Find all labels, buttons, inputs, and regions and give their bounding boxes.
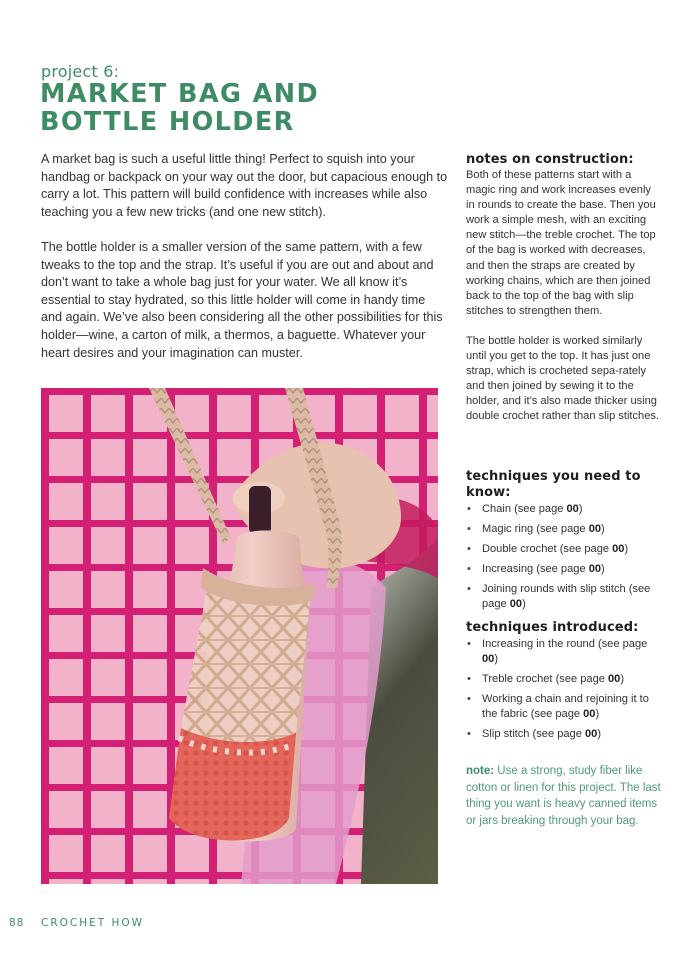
project-kicker: project 6: bbox=[41, 62, 120, 81]
item-text: Increasing (see page bbox=[482, 563, 589, 576]
list-item bbox=[466, 727, 661, 742]
list-item bbox=[466, 542, 661, 557]
intro-paragraph-2 bbox=[41, 239, 449, 362]
note-text: Use a strong, study fiber like cotton or linen for this project. The last thing you want is heavy canned items or jars breaking through your bag. bbox=[466, 765, 661, 827]
list-item bbox=[466, 522, 661, 537]
page-ref: 00 bbox=[588, 523, 602, 536]
page-number: 88 bbox=[9, 917, 25, 929]
item-close: ) bbox=[601, 563, 605, 576]
list-item bbox=[466, 637, 661, 667]
item-text: Working a chain and rejoining it to the fabric (see page bbox=[482, 693, 649, 721]
page-ref: 00 bbox=[608, 673, 621, 686]
techniques-needed-heading: techniques you need to know: bbox=[466, 469, 641, 500]
techniques-introduced-heading: techniques introduced: bbox=[466, 620, 639, 635]
item-text: Joining rounds with slip stitch (see page bbox=[482, 583, 651, 611]
item-text: Magic ring (see page bbox=[482, 523, 589, 536]
list-item bbox=[466, 502, 661, 517]
notes-on-construction bbox=[466, 152, 661, 425]
item-close: ) bbox=[578, 503, 583, 515]
item-text: Treble crochet (see page bbox=[482, 673, 609, 686]
notes-heading: notes on construction: bbox=[466, 152, 634, 167]
title-line: MARKET BAG AND bbox=[40, 79, 320, 109]
item-text: Increasing in the round (see page bbox=[482, 638, 648, 650]
notes-text: Both of these patterns start with a magic ring and work increases evenly in rounds to create the base. Then you work a simple mesh, with an exciting new stitch—the treble crochet. The top of the bag is worked with decreases, and then the straps are created by working chains, which are then joined back to the top of the bag with slip stitches to strengthen them. bbox=[466, 169, 656, 317]
list-item bbox=[466, 562, 661, 577]
page-ref: 00 bbox=[583, 708, 596, 721]
intro-text: A market bag is such a useful little thing! Perfect to squish into your handbag or backpack on your way out the door, but capacious enough to carry a lot. This pattern will build confidence with increases while also teaching you a few new tricks (and one new stitch). bbox=[41, 152, 448, 219]
item-text: Slip stitch (see page bbox=[482, 728, 585, 741]
item-close: ) bbox=[494, 653, 499, 666]
item-close: ) bbox=[595, 708, 600, 721]
bottle-holder-photo bbox=[41, 388, 438, 884]
techniques-introduced bbox=[466, 620, 661, 748]
item-close: ) bbox=[624, 543, 629, 556]
list-item bbox=[466, 692, 661, 722]
note-label: note: bbox=[466, 765, 495, 777]
bottle-cap bbox=[249, 486, 271, 534]
item-text: Chain (see page bbox=[482, 503, 567, 515]
item-close: ) bbox=[597, 728, 602, 741]
title-line: BOTTLE HOLDER bbox=[40, 107, 295, 137]
item-close: ) bbox=[601, 523, 605, 536]
techniques-needed-list bbox=[466, 502, 661, 613]
item-close: ) bbox=[620, 673, 625, 686]
book-title: CROCHET HOW bbox=[41, 917, 145, 929]
intro-paragraph-1 bbox=[41, 151, 449, 221]
list-item bbox=[466, 672, 661, 687]
list-item bbox=[466, 582, 661, 612]
intro-text: The bottle holder is a smaller version of the same pattern, with a few tweaks to the top and the strap. It’s useful if you are out and about and don’t want to take a whole bag just for your water. We all know it’s essential to stay hydrated, so this little holder will come in handy time and again. We’ve also been considering all the other possibilities for this holder—wine, a carton of milk, a thermos, a baguette. Whatever your heart desires and your imagination can muster. bbox=[41, 240, 443, 360]
page-ref: 00 bbox=[566, 503, 579, 515]
page-ref: 00 bbox=[588, 563, 602, 576]
page-ref: 00 bbox=[482, 653, 495, 666]
page-title bbox=[40, 80, 319, 136]
item-text: Double crochet (see page bbox=[482, 543, 613, 556]
page-ref: 00 bbox=[584, 728, 598, 741]
page-ref: 00 bbox=[509, 598, 523, 611]
coral-base bbox=[169, 728, 296, 841]
note-callout bbox=[466, 763, 661, 829]
item-close: ) bbox=[522, 598, 526, 611]
techniques-introduced-list bbox=[466, 637, 661, 743]
techniques-needed bbox=[466, 469, 661, 618]
page-ref: 00 bbox=[612, 543, 625, 556]
notes-text: The bottle holder is worked similarly until you get to the top. It has just one strap, which is crocheted sepa-rately and then joined by sewing it to the holder, and it’s also made thicker using double crochet rather than slip stitches. bbox=[466, 334, 660, 423]
photo bbox=[41, 388, 438, 884]
